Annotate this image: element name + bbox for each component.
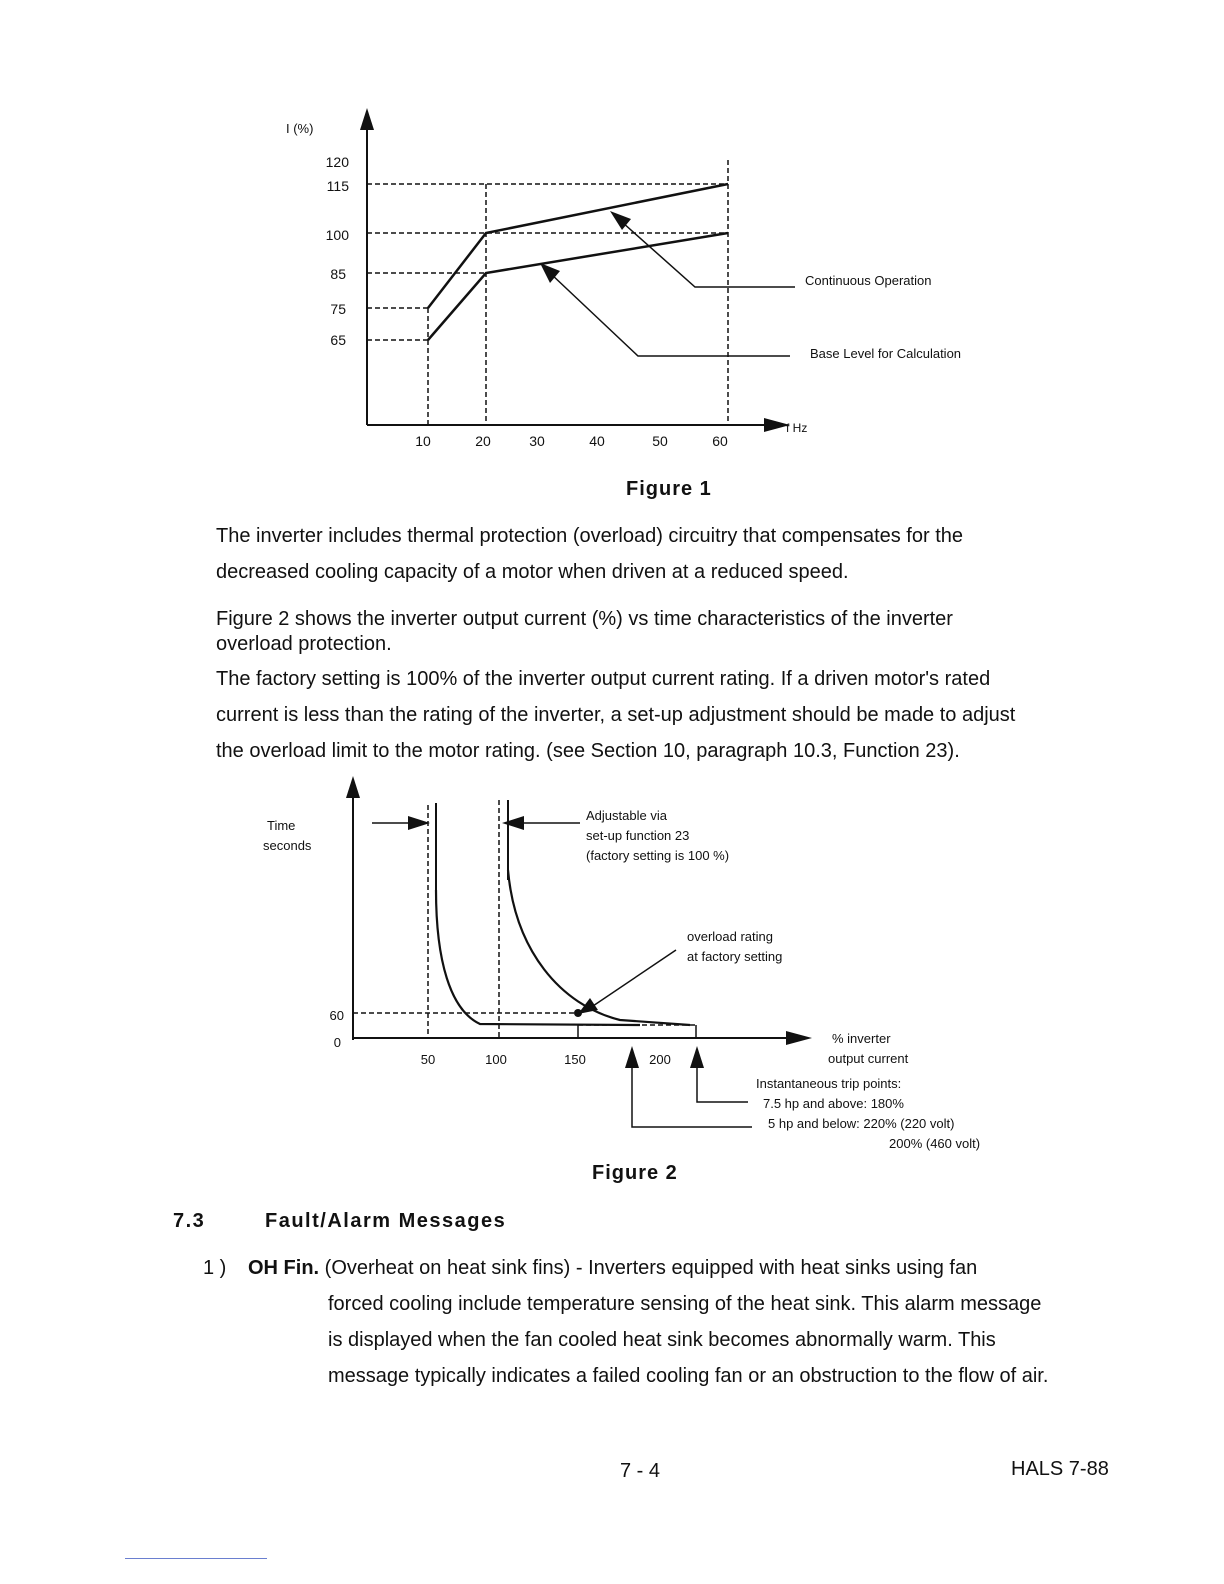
fig1-ytick-85: 85 <box>330 266 346 282</box>
fig2-trip-leader-1 <box>632 1066 752 1127</box>
fig2-adjustable-line-2: set-up function 23 <box>586 828 690 843</box>
item-1-first-line <box>248 1250 977 1286</box>
paragraph-1-line-2: decreased cooling capacity of a motor when driven at a reduced speed. <box>216 561 849 583</box>
fig2-y-label-time: Time <box>267 818 296 833</box>
fig2-arrow-right-head <box>502 816 524 830</box>
item-1-lead: (Overheat on heat sink fins) - Inverters equipped with heat sinks using fan <box>319 1257 978 1279</box>
fig2-y-arrow <box>346 776 360 798</box>
page-number: 7 - 4 <box>620 1460 661 1482</box>
fig2-xtick-150: 150 <box>564 1052 586 1067</box>
fig2-overload-line-1: overload rating <box>687 929 773 944</box>
fig2-overload-line-2: at factory setting <box>687 949 783 964</box>
fig2-ytick-0: 0 <box>333 1035 341 1050</box>
fig1-continuous-label: Continuous Operation <box>805 273 932 288</box>
fig2-xtick-200: 200 <box>649 1052 671 1067</box>
fig2-trip-arrowhead-2 <box>690 1046 704 1068</box>
paragraph-2-line-1: Figure 2 shows the inverter output current (%) vs time characteristics of the inverter <box>216 608 953 630</box>
section-title: Fault/Alarm Messages <box>265 1210 507 1232</box>
fig1-xtick-10: 10 <box>415 433 431 449</box>
fig2-trip-line-1: 7.5 hp and above: 180% <box>763 1096 904 1111</box>
item-1-term: OH Fin. <box>248 1257 320 1279</box>
fig1-xtick-50: 50 <box>652 433 668 449</box>
paragraph-3-line-3: the overload limit to the motor rating. (see Section 10, paragraph 10.3, Function 23). <box>216 740 960 762</box>
fig1-y-label: I (%) <box>286 121 314 136</box>
fig2-x-label-2: output current <box>828 1051 909 1066</box>
item-1-line-2: forced cooling include temperature sensing of the heat sink. This alarm message <box>328 1293 1042 1315</box>
fig2-arrow-left-head <box>408 816 430 830</box>
fig2-xtick-100: 100 <box>485 1052 507 1067</box>
fig1-ytick-75: 75 <box>330 301 346 317</box>
fig1-base-label: Base Level for Calculation <box>810 346 962 361</box>
fig2-trip-leader-2 <box>697 1066 748 1102</box>
item-1-number: 1 ) <box>203 1257 227 1279</box>
fig1-xtick-60: 60 <box>712 433 728 449</box>
figure-1-caption: Figure 1 <box>626 478 712 500</box>
fig2-ytick-60: 60 <box>329 1008 344 1023</box>
paragraph-3-line-2: current is less than the rating of the inverter, a set-up adjustment should be made to adjust <box>216 704 1016 726</box>
paragraph-3-line-1: The factory setting is 100% of the inverter output current rating. If a driven motor's rated <box>216 668 991 690</box>
fig2-trip-title: Instantaneous trip points: <box>756 1076 902 1091</box>
fig2-curve-50 <box>436 890 640 1025</box>
fig1-base-leader <box>550 273 790 356</box>
fig2-y-label-seconds: seconds <box>263 838 312 853</box>
document-id: HALS 7-88 <box>1011 1458 1109 1480</box>
fig2-trip-arrowhead-1 <box>625 1046 639 1068</box>
fig1-continuous-leader <box>622 222 795 287</box>
figure-1 <box>260 100 1020 460</box>
fig1-ytick-65: 65 <box>330 332 346 348</box>
item-1-line-3: is displayed when the fan cooled heat sink becomes abnormally warm. This <box>328 1329 996 1351</box>
fig1-y-arrow <box>360 108 374 130</box>
fig2-overload-leader <box>590 950 676 1008</box>
fig2-xtick-50: 50 <box>420 1052 436 1067</box>
fig1-ytick-115: 115 <box>326 178 349 194</box>
fig2-trip-line-3: 200% (460 volt) <box>889 1136 981 1151</box>
paragraph-1-line-1: The inverter includes thermal protection (overload) circuitry that compensates for the <box>216 525 964 547</box>
fig1-xtick-30: 30 <box>529 433 545 449</box>
fig2-trip-line-2: 5 hp and below: 220% (220 volt) <box>768 1116 955 1131</box>
section-number: 7.3 <box>173 1210 206 1232</box>
fig1-xtick-20: 20 <box>475 433 491 449</box>
fig1-ytick-100: 100 <box>325 227 349 243</box>
fig2-x-arrow <box>786 1031 812 1045</box>
figure-2-caption: Figure 2 <box>592 1162 678 1184</box>
paragraph-2-line-2: overload protection. <box>216 633 392 655</box>
fig2-adjustable-line-1: Adjustable via <box>586 808 667 823</box>
figure-2 <box>250 770 1020 1160</box>
fig2-adjustable-line-3: (factory setting is 100 %) <box>586 848 730 863</box>
fig1-x-label: f Hz <box>786 421 808 435</box>
item-1-line-4: message typically indicates a failed cooling fan or an obstruction to the flow of air. <box>328 1365 1049 1387</box>
footer-rule <box>125 1558 267 1559</box>
fig1-xtick-40: 40 <box>589 433 605 449</box>
fig1-ytick-120: 120 <box>325 154 349 170</box>
fig2-x-label-1: % inverter <box>832 1031 891 1046</box>
